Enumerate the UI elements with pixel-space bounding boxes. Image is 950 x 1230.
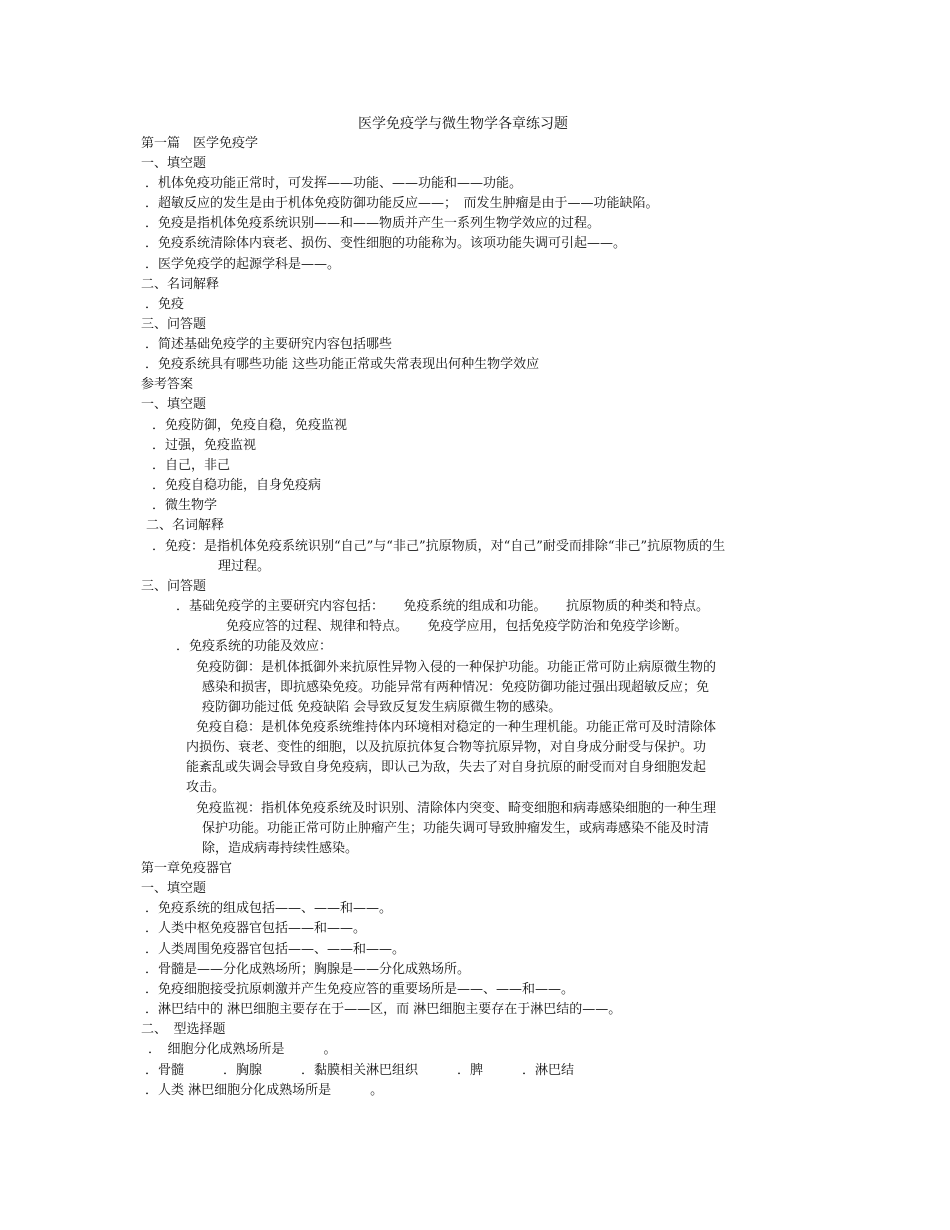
question-line: ．免疫系统清除体内衰老、损伤、变性细胞的功能称为。该项功能失调可引起——。 xyxy=(145,236,627,251)
section-heading: 一、填空题 xyxy=(141,397,207,412)
section-heading: 一、填空题 xyxy=(141,156,207,171)
answer-line: 免疫自稳：是机体免疫系统维持体内环境相对稳定的一种生理机能。功能正常可及时清除体 xyxy=(196,720,717,735)
question-line: ．人类中枢免疫器官包括——和——。 xyxy=(145,921,367,936)
question-line: ．免疫系统具有哪些功能 这些功能正常或失常表现出何种生物学效应 xyxy=(145,357,540,372)
answer-line: ．免疫系统的功能及效应： xyxy=(176,639,333,654)
question-line: ．人类周围免疫器官包括——、——和——。 xyxy=(145,942,406,957)
answer-line: 除，造成病毒持续性感染。 xyxy=(202,841,359,856)
answer-line: 能紊乱或失调会导致自身免疫病，即认己为敌，失去了对自身抗原的耐受而对自身细胞发起 xyxy=(186,760,707,775)
answer-line: 理过程。 xyxy=(218,559,271,574)
question-line: ．超敏反应的发生是由于机体免疫防御功能反应——； 而发生肿瘤是由于——功能缺陷。 xyxy=(145,196,659,211)
answer-line: 免疫应答的过程、规律和特点。 免疫学应用，包括免疫学防治和免疫学诊断。 xyxy=(226,619,688,634)
section-heading: 三、问答题 xyxy=(141,579,207,594)
question-line: ．简述基础免疫学的主要研究内容包括哪些 xyxy=(145,337,393,352)
section-heading: 三、问答题 xyxy=(141,317,207,332)
section-heading: 二、 型选择题 xyxy=(141,1022,226,1037)
answer-line: 免疫防御：是机体抵御外来抗原性异物入侵的一种保护功能。功能正常可防止病原微生物的 xyxy=(196,660,717,675)
answer-line: ．免疫：是指机体免疫系统识别“自己”与“非己”抗原物质，对“自己”耐受而排除“非己”抗原物质的生 xyxy=(152,539,726,554)
question-line: ．机体免疫功能正常时，可发挥——功能、——功能和——功能。 xyxy=(145,176,523,191)
answer-line: ．自己，非己 xyxy=(152,458,231,473)
answer-line: ．免疫自稳功能，自身免疫病 xyxy=(152,478,322,493)
question-line: ．淋巴结中的 淋巴细胞主要存在于——区，而 淋巴细胞主要存在于淋巴结的——。 xyxy=(145,1002,622,1017)
question-line: ．免疫是指机体免疫系统识别——和——物质并产生一系列生物学效应的过程。 xyxy=(145,216,601,231)
question-line: ．医学免疫学的起源学科是——。 xyxy=(145,257,341,272)
section-heading: 二、名词解释 xyxy=(141,277,220,292)
question-line: ．免疫细胞接受抗原刺激并产生免疫应答的重要场所是——、——和——。 xyxy=(145,982,575,997)
section-heading: 一、填空题 xyxy=(141,881,207,896)
document-title: 医学免疫学与微生物学各章练习题 xyxy=(358,116,568,132)
answer-line: ．基础免疫学的主要研究内容包括： 免疫系统的组成和功能。 抗原物质的种类和特点。 xyxy=(176,599,710,614)
answer-line: 感染和损害，即抗感染免疫。功能异常有两种情况：免疫防御功能过强出现超敏反应；免 xyxy=(202,680,710,695)
answer-line: 内损伤、衰老、变性的细胞，以及抗原抗体复合物等抗原异物，对自身成分耐受与保护。功 xyxy=(186,740,707,755)
question-line: ．免疫 xyxy=(145,297,185,312)
part-heading: 第一篇 医学免疫学 xyxy=(141,136,259,151)
answer-line: ．免疫防御，免疫自稳，免疫监视 xyxy=(152,418,348,433)
question-line: ． 细胞分化成熟场所是 。 xyxy=(148,1042,337,1057)
answer-line: 保护功能。功能正常可防止肿瘤产生；功能失调可导致肿瘤发生，或病毒感染不能及时清 xyxy=(202,821,710,836)
question-line: ．免疫系统的组成包括——、——和——。 xyxy=(145,901,393,916)
section-heading: 二、名词解释 xyxy=(146,518,225,533)
option-line: ．骨髓 ．胸腺 ．黏膜相关淋巴组织 ．脾 ．淋巴结 xyxy=(145,1063,575,1078)
question-line: ．骨髓是——分化成熟场所；胸腺是——分化成熟场所。 xyxy=(145,962,471,977)
answer-line: ．过强，免疫监视 xyxy=(152,438,257,453)
answer-line: 免疫监视：指机体免疫系统及时识别、清除体内突变、畸变细胞和病毒感染细胞的一种生理 xyxy=(196,801,717,816)
chapter-heading: 第一章免疫器官 xyxy=(141,861,233,876)
answer-line: 疫防御功能过低 免疫缺陷 会导致反复发生病原微生物的感染。 xyxy=(202,700,562,715)
answer-line: 攻击。 xyxy=(186,780,226,795)
question-line: ．人类 淋巴细胞分化成熟场所是 。 xyxy=(145,1083,384,1098)
answer-line: ．微生物学 xyxy=(152,498,218,513)
answers-heading: 参考答案 xyxy=(141,377,194,392)
